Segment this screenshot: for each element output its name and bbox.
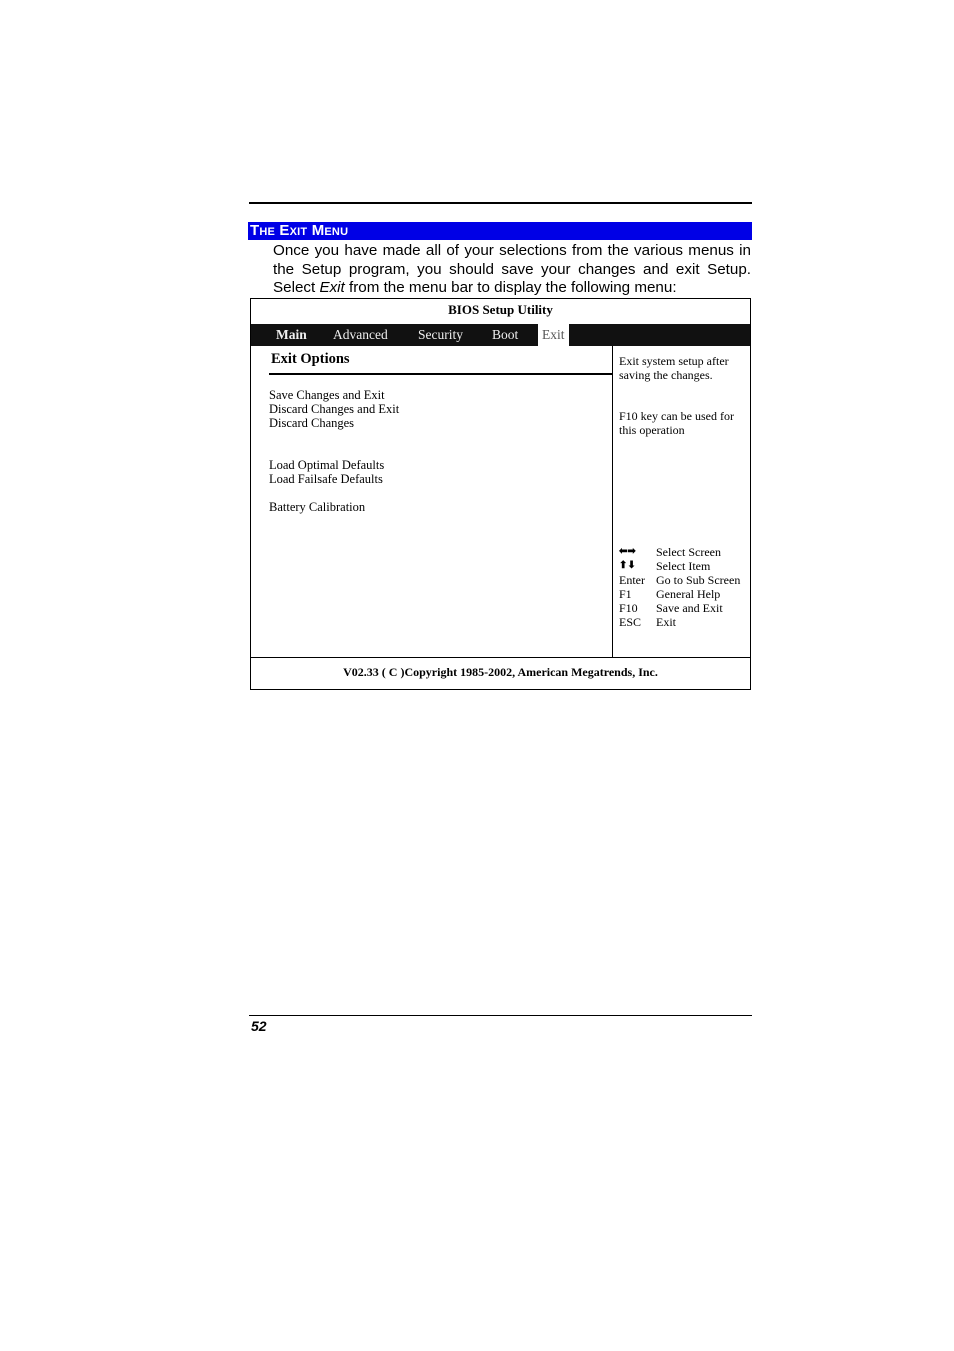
top-rule [249, 202, 752, 204]
left-right-arrow-icon: ⬅➡ [619, 546, 636, 557]
bottom-rule [249, 1015, 752, 1016]
intro-text-2: from the menu bar to display the following menu: [344, 279, 677, 296]
menu-security[interactable]: Security [418, 327, 463, 342]
key-f10: F10 [619, 601, 638, 615]
key-desc-sub-screen: Go to Sub Screen [656, 573, 741, 587]
key-desc-select-item: Select Item [656, 559, 711, 573]
up-down-arrow-icon: ⬆⬇ [619, 560, 636, 571]
help-text-2: F10 key can be used for this operation [619, 409, 734, 437]
option-save-exit[interactable]: Save Changes and Exit [269, 388, 385, 402]
intro-paragraph [273, 242, 751, 298]
option-discard[interactable]: Discard Changes [269, 416, 355, 430]
menu-main[interactable]: Main [276, 327, 307, 342]
option-battery-calibration[interactable]: Battery Calibration [269, 500, 366, 514]
key-enter: Enter [619, 573, 645, 587]
intro-emphasis: Exit [319, 279, 345, 296]
menu-exit[interactable]: Exit [538, 324, 569, 346]
option-discard-exit[interactable]: Discard Changes and Exit [269, 402, 400, 416]
option-load-failsafe[interactable]: Load Failsafe Defaults [269, 472, 383, 486]
help-text-1: Exit system setup after saving the changes. [619, 354, 729, 382]
key-desc-select-screen: Select Screen [656, 545, 721, 559]
bios-title: BIOS Setup Utility [448, 302, 553, 317]
section-heading: The Exit Menu [248, 222, 752, 240]
menu-advanced[interactable]: Advanced [333, 327, 388, 342]
bios-copyright: V02.33 ( C )Copyright 1985-2002, American Megatrends, Inc. [251, 657, 750, 689]
intro-text-1: Once you have made all of your selections from the various menus in the Setup program, you should save your changes and exit Setup. Select [273, 242, 751, 296]
menu-bar [251, 324, 750, 346]
key-desc-save-exit: Save and Exit [656, 601, 723, 615]
panel-title: Exit Options [271, 351, 350, 367]
key-desc-general-help: General Help [656, 587, 721, 601]
key-desc-exit: Exit [656, 615, 676, 629]
bios-screenshot [250, 298, 751, 690]
panel-divider [269, 373, 612, 375]
key-f1: F1 [619, 587, 632, 601]
menu-boot[interactable]: Boot [492, 327, 519, 342]
option-load-optimal[interactable]: Load Optimal Defaults [269, 458, 385, 472]
options-panel [251, 346, 613, 657]
page-number: 52 [251, 1018, 267, 1034]
key-esc: ESC [619, 615, 642, 629]
help-panel [613, 346, 750, 657]
